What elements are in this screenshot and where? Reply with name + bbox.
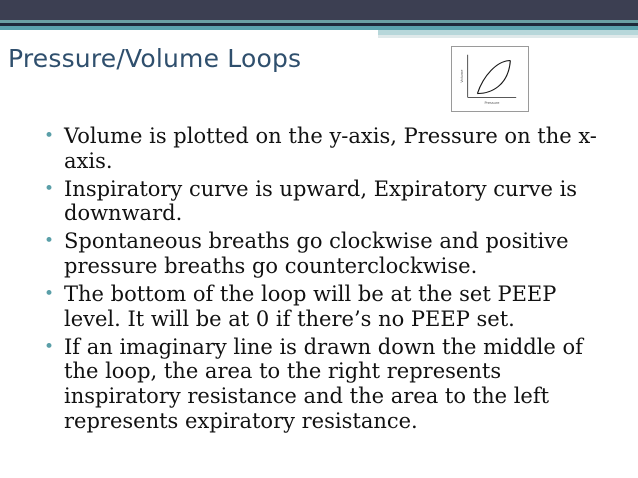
pv-loop-graph — [452, 47, 528, 111]
list-item — [44, 177, 604, 226]
list-item — [44, 282, 604, 331]
bullet-text: Spontaneous breaths go clockwise and positive pressure breaths go counterclockwise. — [64, 229, 569, 278]
list-item — [44, 229, 604, 278]
expiratory-curve — [477, 61, 510, 94]
bullet-dot: • — [44, 178, 55, 199]
bullet-text: The bottom of the loop will be at the set PEEP level. It will be at 0 if there’s no PEEP set. — [64, 282, 557, 331]
bullet-text: Volume is plotted on the y-axis, Pressure on the x-axis. — [64, 124, 597, 173]
header-stripe — [378, 35, 638, 38]
bullet-dot: • — [44, 126, 55, 146]
pv-loop-thumbnail — [451, 46, 529, 112]
bullet-text: Inspiratory curve is upward, Expiratory curve is downward. — [64, 176, 578, 226]
thumb-y-label: Volume — [459, 69, 464, 83]
slide-title: Pressure/Volume Loops — [8, 44, 302, 73]
thumb-x-label: Pressure — [484, 101, 500, 106]
bullet-text: If an imaginary line is drawn down the middle of the loop, the area to the right represents inspiratory resistance and the area to the left represents expiratory resistance. — [64, 334, 583, 433]
bullet-list — [44, 124, 604, 437]
list-item — [44, 335, 604, 433]
bullet-dot: • — [44, 336, 55, 357]
bullet-dot: • — [44, 284, 55, 305]
list-item — [44, 124, 604, 173]
header-band — [0, 0, 638, 20]
bullet-dot: • — [44, 231, 55, 252]
